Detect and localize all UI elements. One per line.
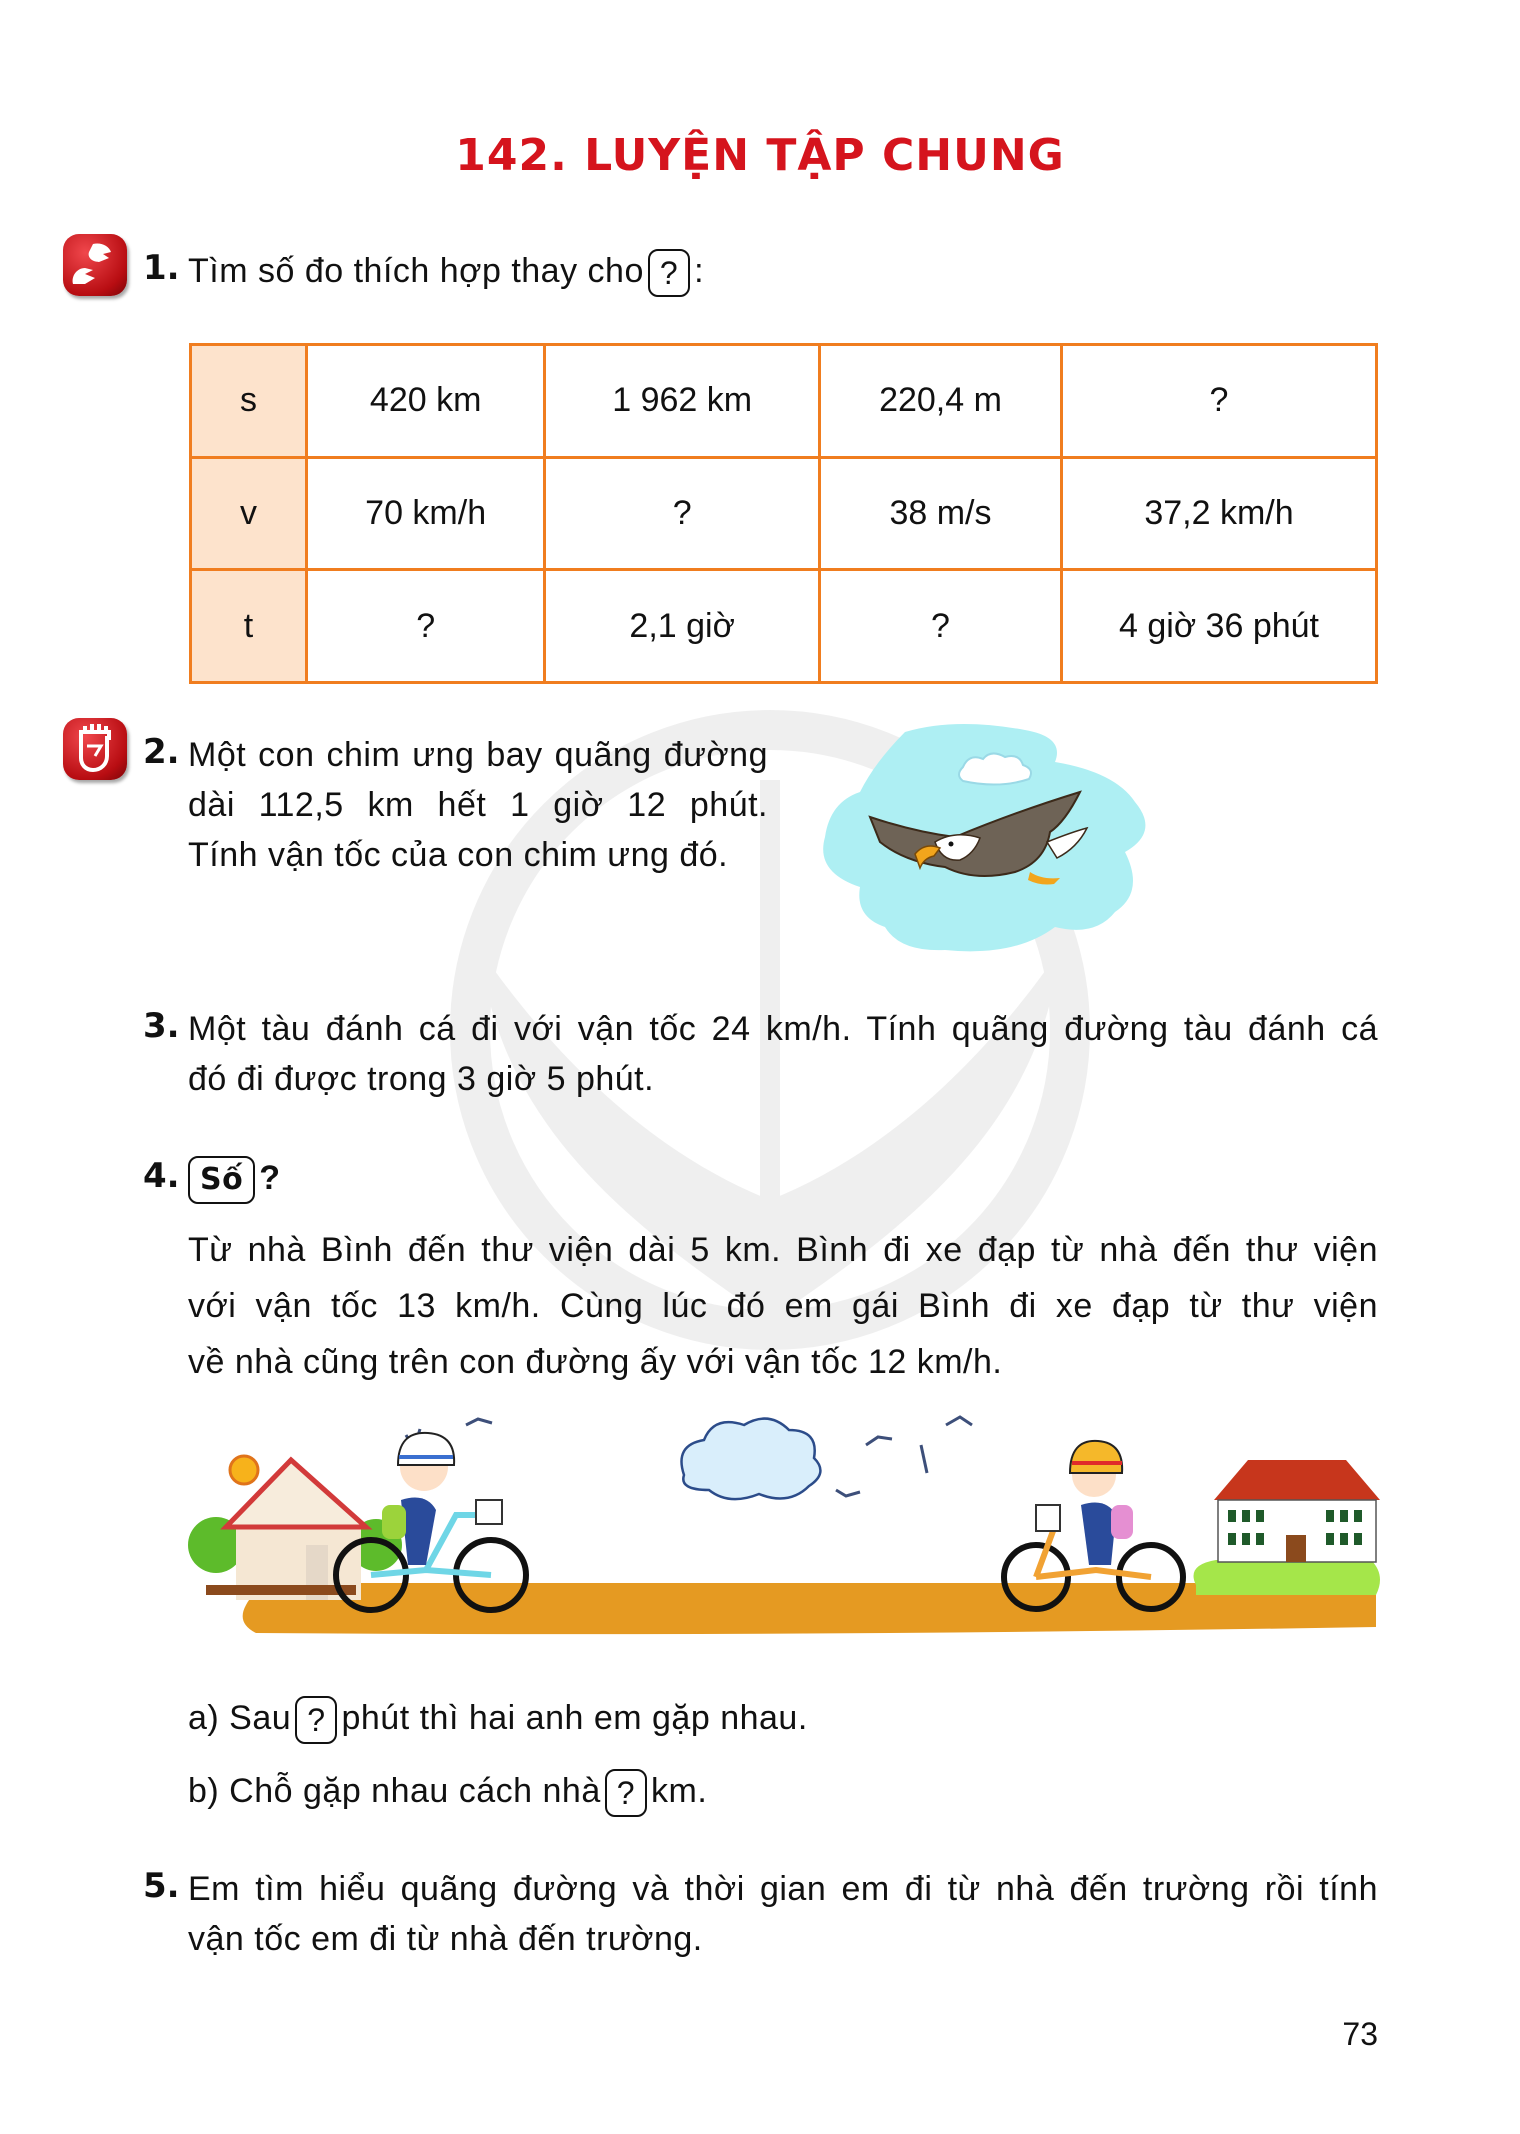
row-label: v (191, 457, 307, 570)
question-mark: ? (259, 1159, 281, 1197)
table-cell[interactable]: ? (307, 570, 545, 683)
question-2-line: Một con chim ưng bay quãng đường (188, 736, 768, 774)
row-label: t (191, 570, 307, 683)
table-row-s (191, 345, 1377, 458)
question-3-text (188, 1004, 1378, 1104)
question-5-number: 5. (143, 1866, 180, 1906)
table-cell: 2,1 giờ (545, 570, 820, 683)
so-box: Số (188, 1156, 255, 1204)
question-2-line: Tính vận tốc của con chim ưng đó. (188, 836, 729, 874)
table-cell: 4 giờ 36 phút (1062, 570, 1377, 683)
table-cell[interactable]: ? (1062, 345, 1377, 458)
sv-t-table (189, 343, 1378, 684)
question-1-colon: : (694, 252, 705, 290)
cyclists-road-illustration (186, 1405, 1382, 1655)
row-label: s (191, 345, 307, 458)
question-5-text (188, 1864, 1378, 1964)
question-3-line: đó đi được trong 3 giờ 5 phút. (188, 1060, 655, 1098)
part-a-text: a) Sau (188, 1699, 292, 1737)
paragraph-line: với vận tốc 13 km/h. Cùng lúc đó em gái Bình đi xe đạp từ thư viện (188, 1287, 1378, 1325)
table-cell[interactable]: ? (819, 570, 1061, 683)
page-number: 73 (1342, 2016, 1378, 2052)
question-1-prompt (188, 246, 704, 297)
table-cell: 38 m/s (819, 457, 1061, 570)
question-4a (188, 1693, 808, 1744)
table-cell: 37,2 km/h (1062, 457, 1377, 570)
table-cell[interactable]: ? (545, 457, 820, 570)
table-cell: 70 km/h (307, 457, 545, 570)
part-a-text-after: phút thì hai anh em gặp nhau. (341, 1699, 808, 1737)
question-4-paragraph (188, 1222, 1378, 1390)
answer-box-a[interactable]: ? (295, 1696, 337, 1744)
hands-pointing-icon (63, 234, 127, 296)
table-cell: 1 962 km (545, 345, 820, 458)
question-4b (188, 1766, 707, 1817)
question-3-number: 3. (143, 1006, 180, 1046)
eagle-flying-illustration (815, 722, 1160, 962)
question-2-line: dài 112,5 km hết 1 giờ 12 phút. (188, 786, 768, 824)
question-1-text: Tìm số đo thích hợp thay cho (188, 252, 644, 290)
table-cell: 220,4 m (819, 345, 1061, 458)
question-2-text (188, 730, 768, 880)
question-5-line: Em tìm hiểu quãng đường và thời gian em đi từ nhà đến trường rồi tính (188, 1870, 1378, 1908)
question-2-number: 2. (143, 732, 180, 772)
house-icon (188, 1460, 402, 1600)
library-building-icon (1194, 1460, 1381, 1595)
paragraph-line: về nhà cũng trên con đường ấy với vận tốc 12 km/h. (188, 1343, 1003, 1381)
answer-box-b[interactable]: ? (605, 1769, 647, 1817)
question-5-line: vận tốc em đi từ nhà đến trường. (188, 1920, 703, 1958)
paragraph-line: Từ nhà Bình đến thư viện dài 5 km. Bình đi xe đạp từ nhà đến thư viện (188, 1231, 1378, 1269)
answer-box[interactable]: ? (648, 249, 690, 297)
question-3-line: Một tàu đánh cá đi với vận tốc 24 km/h. Tính quãng đường tàu đánh cá (188, 1010, 1378, 1048)
part-b-text: b) Chỗ gặp nhau cách nhà (188, 1772, 601, 1810)
question-1-number: 1. (143, 248, 180, 288)
table-cell: 420 km (307, 345, 545, 458)
table-row-t (191, 570, 1377, 683)
page-title: 142. LUYỆN TẬP CHUNG (455, 130, 1065, 181)
raised-fist-icon (63, 718, 127, 780)
table-row-v (191, 457, 1377, 570)
part-b-text-after: km. (651, 1772, 708, 1810)
question-4-header (184, 1153, 281, 1204)
question-4-number: 4. (143, 1156, 180, 1196)
